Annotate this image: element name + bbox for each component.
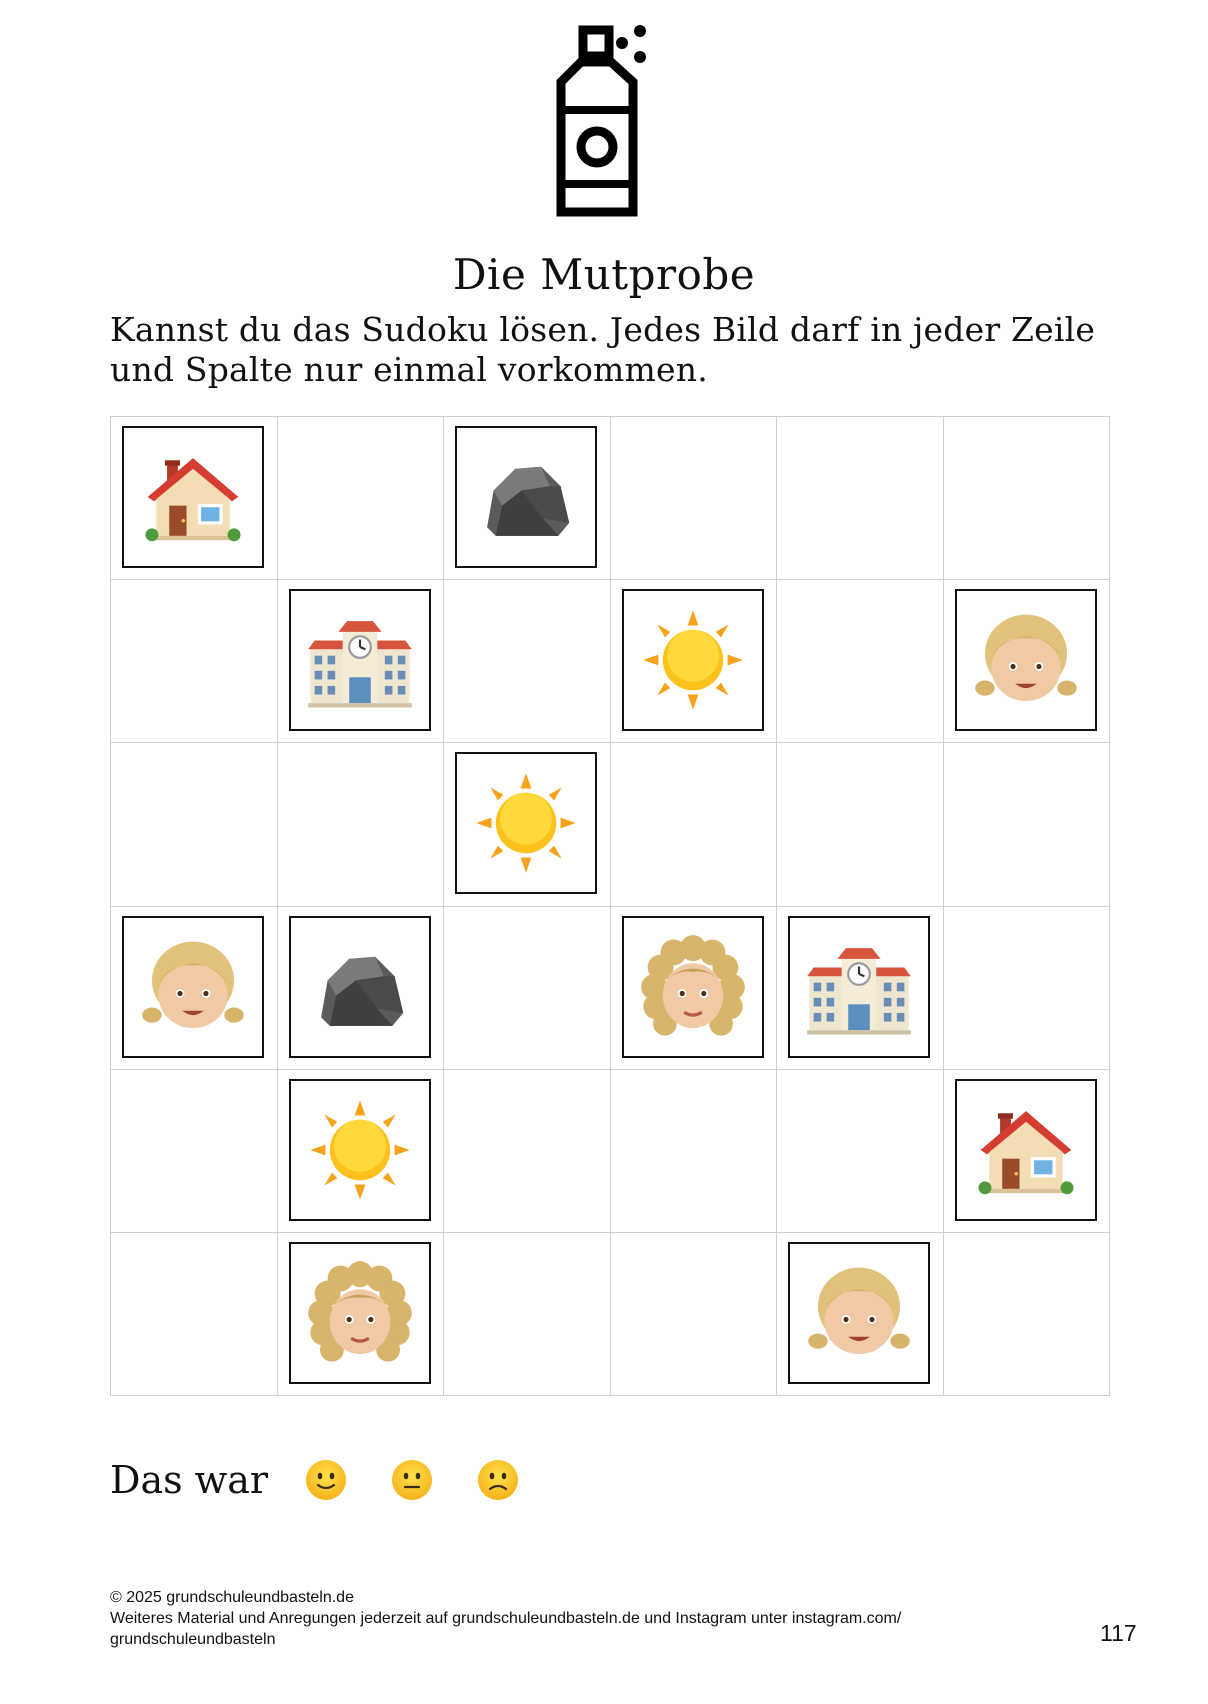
- sudoku-cell-filled: [278, 580, 445, 743]
- sudoku-cell-filled: [444, 417, 611, 580]
- sudoku-cell-empty[interactable]: [611, 1070, 778, 1233]
- sudoku-cell-empty[interactable]: [444, 580, 611, 743]
- sudoku-cell-filled: [111, 907, 278, 1070]
- school-icon: [788, 916, 930, 1058]
- sudoku-cell-empty[interactable]: [777, 743, 944, 906]
- sudoku-cell-empty[interactable]: [611, 417, 778, 580]
- footer-info[interactable]: Weiteres Material und Anregungen jederzeit auf grundschuleundbasteln.de und Instagram unter instagram.com/: [110, 1610, 902, 1627]
- sudoku-cell-filled: [278, 1233, 445, 1396]
- sun-icon: [455, 752, 597, 894]
- curly-woman-icon: [289, 1242, 431, 1384]
- footer-copyright: © 2025 grundschuleundbasteln.de: [110, 1589, 354, 1606]
- girl-icon: [955, 589, 1097, 731]
- sudoku-cell-filled: [777, 907, 944, 1070]
- sudoku-cell-filled: [611, 907, 778, 1070]
- instructions-text: Kannst du das Sudoku lösen. Jedes Bild darf in jeder Zeile und Spalte nur einmal vorkommen.: [110, 310, 1096, 389]
- sudoku-cell-empty[interactable]: [611, 1233, 778, 1396]
- sudoku-grid: [110, 416, 1110, 1396]
- girl-icon: [122, 916, 264, 1058]
- page-number: 117: [1100, 1620, 1137, 1646]
- sudoku-cell-empty[interactable]: [111, 1070, 278, 1233]
- sudoku-cell-empty[interactable]: [111, 1233, 278, 1396]
- sudoku-cell-empty[interactable]: [278, 743, 445, 906]
- sudoku-cell-filled: [111, 417, 278, 580]
- sudoku-cell-filled: [278, 907, 445, 1070]
- neutral-face-icon[interactable]: [390, 1458, 434, 1502]
- sudoku-cell-empty[interactable]: [444, 1070, 611, 1233]
- sudoku-cell-filled: [944, 1070, 1111, 1233]
- school-icon: [289, 589, 431, 731]
- girl-icon: [788, 1242, 930, 1384]
- rock-icon: [455, 426, 597, 568]
- sun-icon: [289, 1079, 431, 1221]
- sudoku-cell-empty[interactable]: [111, 580, 278, 743]
- frowning-face-icon[interactable]: [476, 1458, 520, 1502]
- rock-icon: [289, 916, 431, 1058]
- sudoku-cell-empty[interactable]: [944, 743, 1111, 906]
- sudoku-cell-empty[interactable]: [278, 417, 445, 580]
- curly-woman-icon: [622, 916, 764, 1058]
- sudoku-cell-empty[interactable]: [944, 417, 1111, 580]
- house-icon: [955, 1079, 1097, 1221]
- house-icon: [122, 426, 264, 568]
- sudoku-cell-filled: [944, 580, 1111, 743]
- footer: [110, 1587, 1010, 1650]
- page-title: Die Mutprobe: [452, 250, 756, 299]
- sudoku-cell-empty[interactable]: [944, 1233, 1111, 1396]
- sudoku-cell-empty[interactable]: [777, 580, 944, 743]
- sun-icon: [622, 589, 764, 731]
- feedback-row: [110, 1452, 562, 1508]
- sudoku-cell-empty[interactable]: [111, 743, 278, 906]
- sudoku-cell-filled: [278, 1070, 445, 1233]
- sudoku-cell-empty[interactable]: [444, 1233, 611, 1396]
- sudoku-cell-empty[interactable]: [777, 1070, 944, 1233]
- footer-info-continued[interactable]: grundschuleundbasteln: [110, 1631, 276, 1648]
- sudoku-cell-empty[interactable]: [777, 417, 944, 580]
- spray-can-icon: [555, 22, 679, 222]
- sudoku-cell-filled: [611, 580, 778, 743]
- sudoku-cell-empty[interactable]: [611, 743, 778, 906]
- sudoku-cell-filled: [777, 1233, 944, 1396]
- sudoku-cell-empty[interactable]: [444, 907, 611, 1070]
- smiling-face-icon[interactable]: [304, 1458, 348, 1502]
- sudoku-cell-filled: [444, 743, 611, 906]
- feedback-label: Das war: [110, 1458, 269, 1502]
- sudoku-cell-empty[interactable]: [944, 907, 1111, 1070]
